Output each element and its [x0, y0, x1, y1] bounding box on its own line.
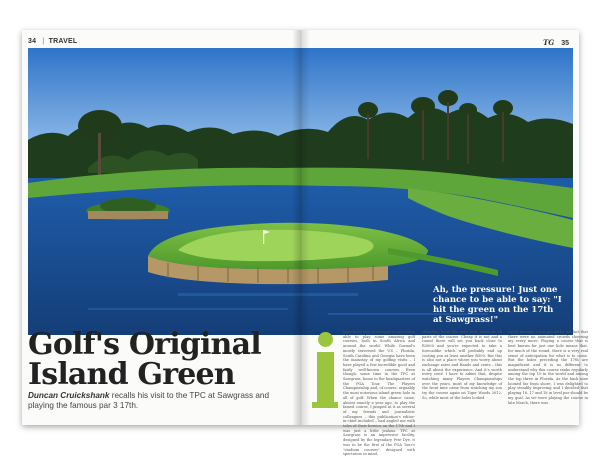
photo-caption: Ah, the pressure! Just one chance to be able to say: "I hit the green on the 17th at Sawgrass!" — [433, 285, 562, 325]
magazine-spread — [22, 30, 589, 457]
section-label: TRAVEL — [48, 38, 78, 45]
right-page-number: 35 — [561, 40, 569, 47]
headline-line-2: Island Green — [28, 357, 235, 392]
drop-cap-i-icon — [312, 330, 346, 412]
body-column-3: vastly familiar, I was put off by the fact that there were no animated crowds cheering my every move. Playing a course that is best known for just one hole means that, for much of the round, there is a very real sense of anticipation for what is to come. But the holes preceding the 17th are magnificent and it is no different to understand why this course ranks regularly among the top 10 in the world and among the top three in Florida. As the back nine loomed far from shore, I was delighted to play steadily improving and I decided that playing 16, 17 and 18 in level par should be my goal. As we were playing the course in late March, there was — [508, 330, 589, 405]
magazine-logo: TG — [543, 38, 555, 47]
headline-line-1: Golf's Original — [28, 327, 261, 362]
right-page-header — [543, 38, 569, 47]
article-headline — [28, 327, 288, 392]
author-name: Duncan Cruickshank — [28, 391, 110, 400]
body-column-1: have been very privileged to have been able to play some amazing golf courses, both in South Africa and around the world. While Gormel's mostly traversed the US – Florida, South Carolina and Georgia have been the mainstay of my golfing visits – I have played a few incredible good and fairly well-known courses. Even though, some time in the TPC at Sawgrass, home to the headquarters of the PGA Tour, The Players Championship and, of course, arguably the most notorious island green hole in all of golf. When the chance came, almost exactly a year ago, to play the famed course, I jumped at it as several of my friends and journalistic colleagues – this publication's editor-in-chief included – had angled me with tales of their heroics on the 17th and I was just a little jealous. TPC at Sawgrass is an impressive facility, designed by the legendary Pete Dye, it was to be the first of the PGA Tour's "stadium courses", designed with spectators in mind, — [343, 330, 415, 457]
left-page-number: 34 — [28, 38, 37, 45]
left-page-header — [28, 38, 77, 48]
body-column-2: affording them the very best views at all parts of the course. Cheap it is not and a round there will set you back close to R3000 and you're expected to take a forecaddie which will probably end up costing you at least another R500. But this is also not a place where you worry about exchange rates and Rands and cents – this is all about the experience. And it's worth every cent! I have to admit that, despite watching many Players Championships over the years, most of my knowledge of the front nine came from watching my son try the course again on Tiger Woods 2012. So, while most of the holes looked — [422, 330, 502, 400]
standfirst-text: recalls his visit to the TPC at Sawgrass and playing the famous par 3 17th. — [28, 391, 270, 410]
section-bar-icon: | — [42, 38, 45, 45]
article-standfirst — [28, 391, 290, 410]
